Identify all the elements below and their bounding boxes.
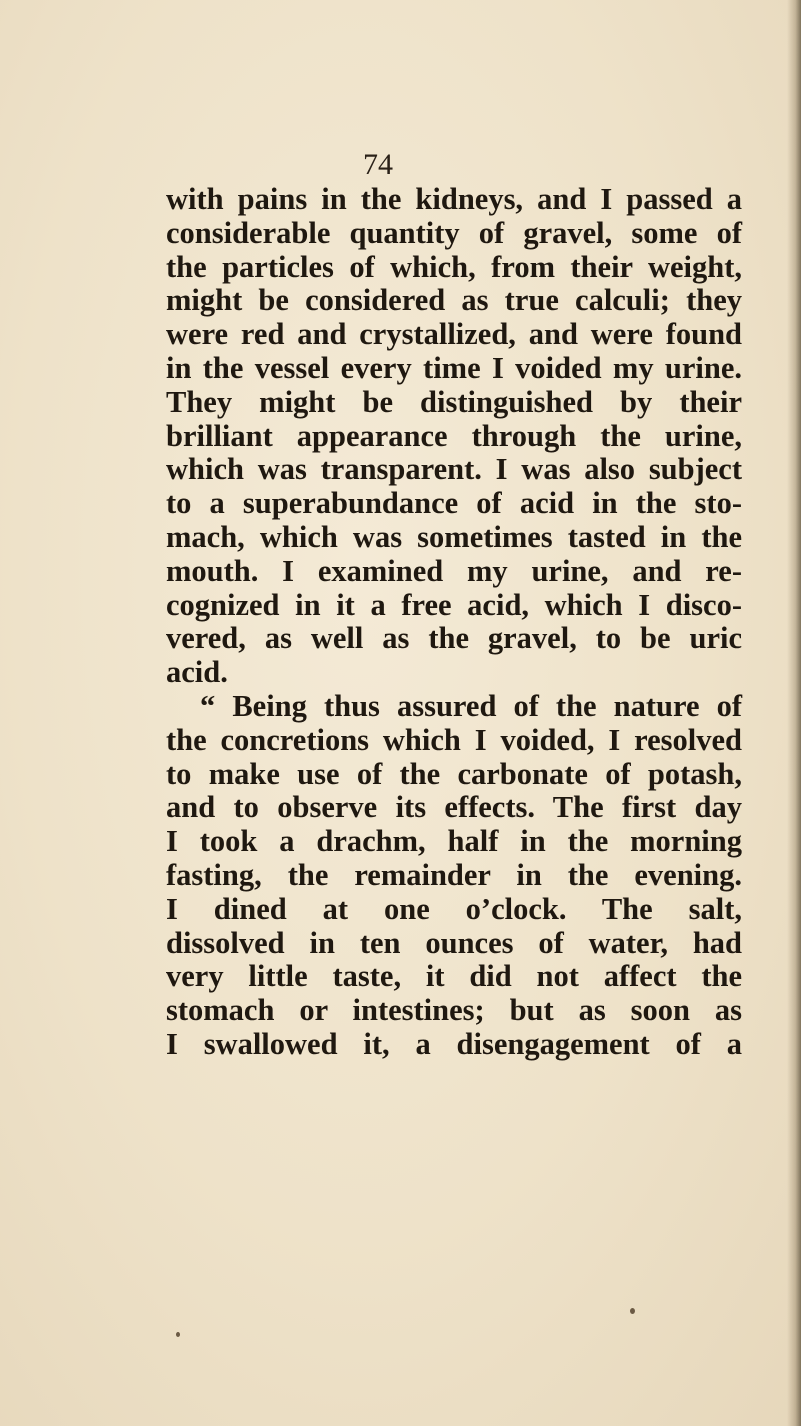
text-line: mouth. I examined my urine, and re-	[166, 553, 742, 588]
text-line: I took a drachm, half in the morning	[166, 824, 742, 859]
text-line: dissolved in ten ounces of water, had	[166, 925, 742, 960]
text-line: I dined at one o’clock. The salt,	[166, 891, 742, 926]
page-edge-shadow	[787, 0, 801, 1426]
text-line: I swallowed it, a disengagement of a	[166, 1026, 742, 1061]
text-line: in the vessel every time I voided my urine.	[166, 350, 742, 385]
text-line: and to observe its effects. The first day	[166, 790, 742, 825]
text-line: vered, as well as the gravel, to be uric	[166, 621, 742, 656]
text-line: very little taste, it did not affect the	[166, 959, 742, 994]
text-line: the concretions which I voided, I resolved	[166, 722, 742, 757]
paper-speck	[630, 1308, 635, 1314]
body-text	[166, 183, 742, 1062]
text-line: brilliant appearance through the urine,	[166, 418, 742, 453]
text-line: were red and crystallized, and were found	[166, 317, 742, 352]
text-line: might be considered as true calculi; they	[166, 283, 742, 318]
text-line: to make use of the carbonate of potash,	[166, 756, 742, 791]
text-line: “ Being thus assured of the nature of	[200, 688, 742, 723]
text-line: with pains in the kidneys, and I passed a	[166, 182, 742, 216]
text-line: the particles of which, from their weight,	[166, 249, 742, 284]
text-line: cognized in it a free acid, which I disco-	[166, 587, 742, 622]
text-line: to a superabundance of acid in the sto-	[166, 486, 742, 521]
text-line: considerable quantity of gravel, some of	[166, 215, 742, 250]
text-line: stomach or intestines; but as soon as	[166, 993, 742, 1028]
paper-speck	[176, 1332, 180, 1337]
text-line: fasting, the remainder in the evening.	[166, 857, 742, 892]
text-line: They might be distinguished by their	[166, 384, 742, 419]
page-number: 74	[363, 148, 393, 181]
text-line: acid.	[166, 655, 228, 690]
text-line: which was transparent. I was also subject	[166, 452, 742, 487]
text-line: mach, which was sometimes tasted in the	[166, 519, 742, 554]
